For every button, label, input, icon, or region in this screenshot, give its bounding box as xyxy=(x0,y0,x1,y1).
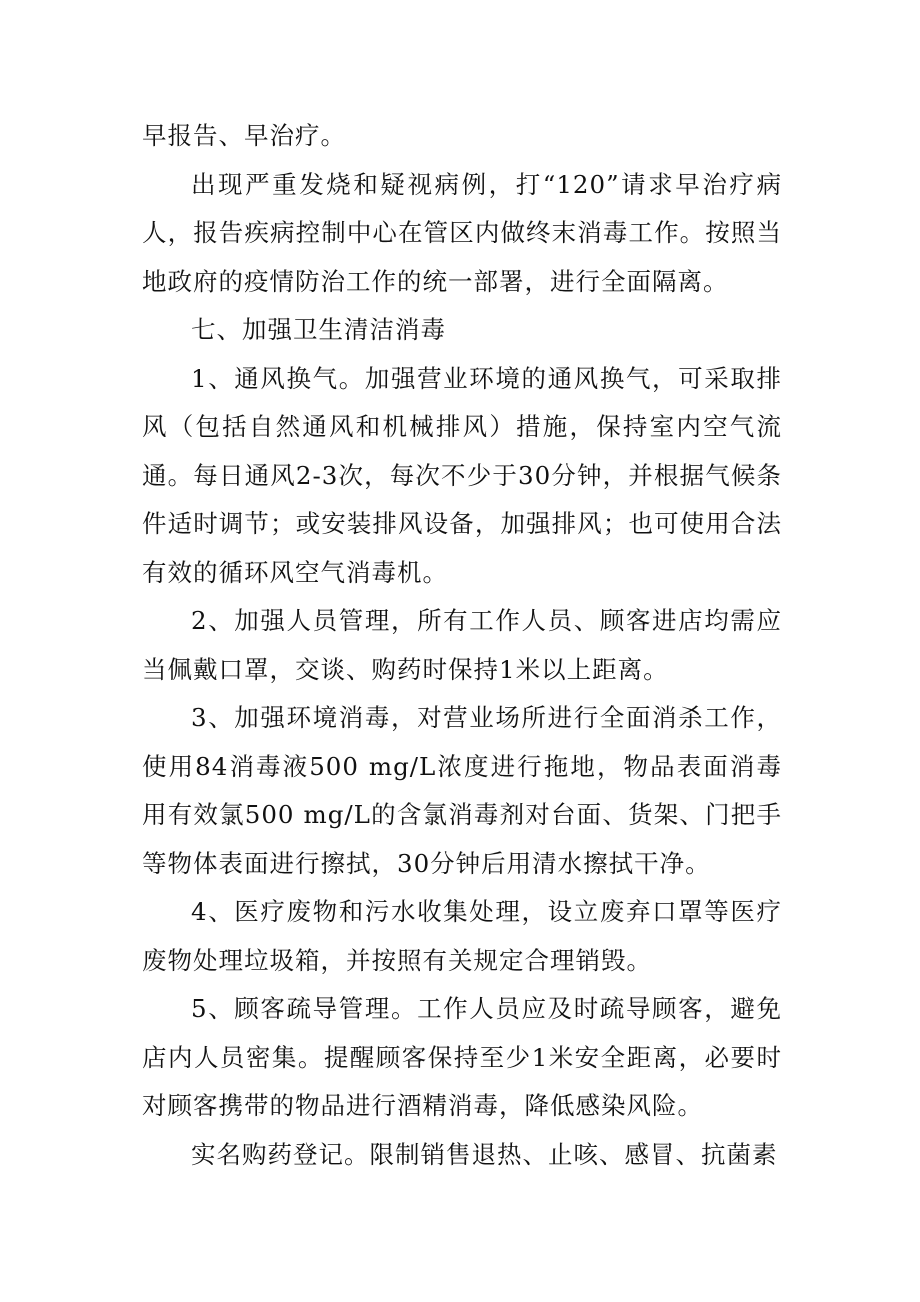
section-heading-disinfection: 七、加强卫生清洁消毒 xyxy=(191,315,446,344)
paragraph-real-name-registration: 实名购药登记。限制销售退热、止咳、感冒、抗菌素 xyxy=(191,1139,778,1169)
paragraph-customer-guidance: 5、顾客疏导管理。工作人员应及时疏导顾客，避免店内人员密集。提醒顾客保持至少1米安全距离，必要时对顾客携带的物品进行酒精消毒，降低感染风险。 xyxy=(142,994,782,1120)
document-body xyxy=(142,112,782,1179)
paragraph-severe-cases: 出现严重发烧和疑视病例，打“120”请求早治疗病人，报告疾病控制中心在管区内做终末消毒工作。按照当地政府的疫情防治工作的统一部署，进行全面隔离。 xyxy=(142,169,782,296)
paragraph-medical-waste: 4、医疗废物和污水收集处理，设立废弃口罩等医疗废物处理垃圾箱，并按照有关规定合理销毁。 xyxy=(142,897,782,975)
paragraph-ventilation: 1、通风换气。加强营业环境的通风换气，可采取排风（包括自然通风和机械排风）措施，保持室内空气流通。每日通风2-3次，每次不少于30分钟，并根据气候条件适时调节；或安装排风设备，加强排风；也可使用合法有效的循环风空气消毒机。 xyxy=(142,363,782,587)
paragraph-environment-disinfection: 3、加强环境消毒，对营业场所进行全面消杀工作，使用84消毒液500 mg/L浓度进行拖地，物品表面消毒用有效氯500 mg/L的含氯消毒剂对台面、货架、门把手等物体表面进行擦拭，30分钟后用清水擦拭干净。 xyxy=(142,703,782,878)
paragraph-staff-management: 2、加强人员管理，所有工作人员、顾客进店均需应当佩戴口罩，交谈、购药时保持1米以上距离。 xyxy=(142,606,782,684)
paragraph-continuation: 早报告、早治疗。 xyxy=(142,121,346,150)
